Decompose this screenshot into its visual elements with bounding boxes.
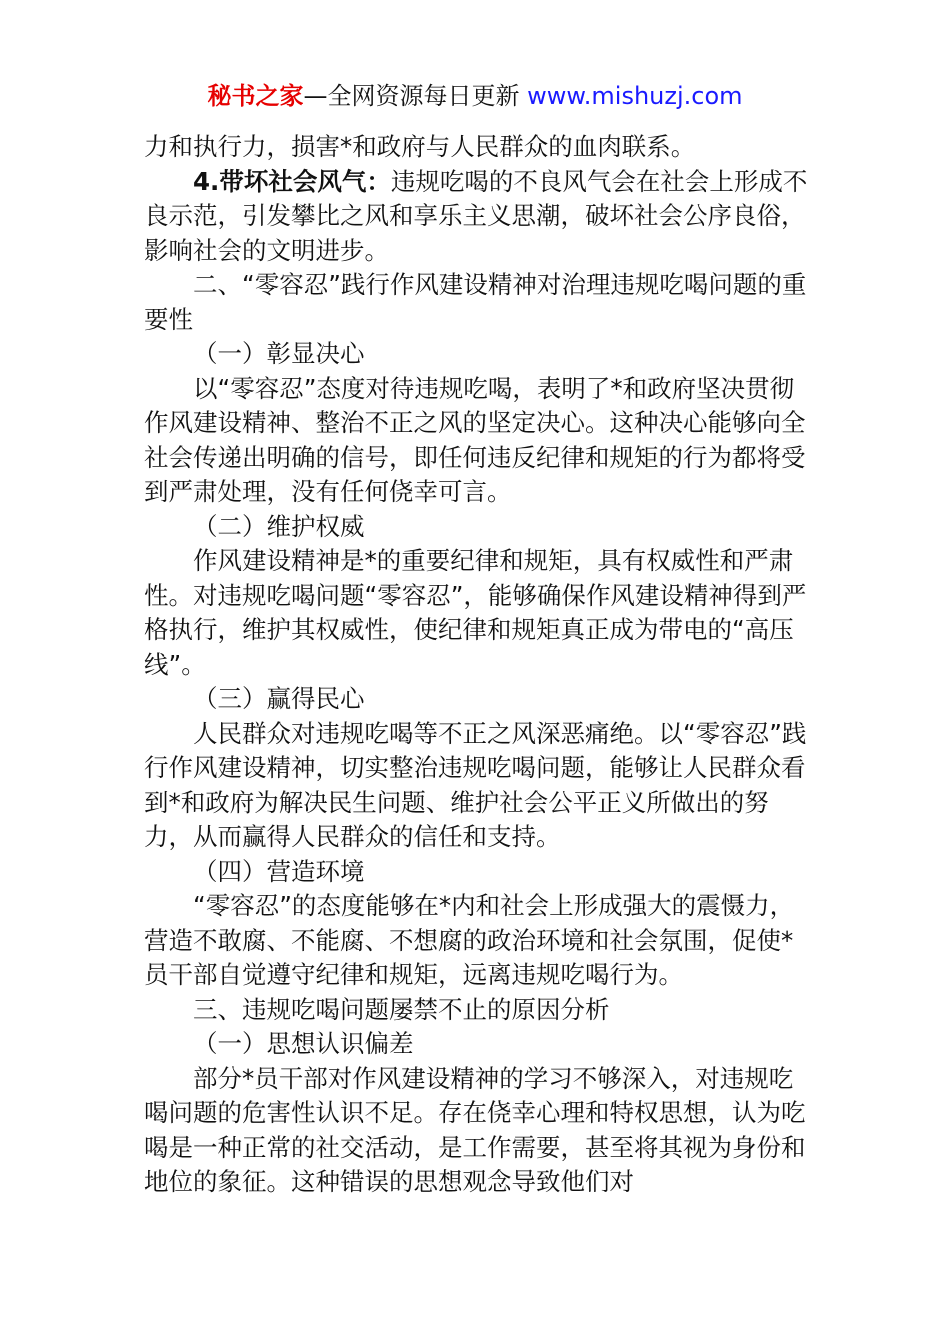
paragraph-public-support: 人民群众对违规吃喝等不正之风深恶痛绝。以“零容忍”践行作风建设精神，切实整治违规吃喝问题，能够让人民群众看到*和政府为解决民生问题、维护社会公平正义所做出的努力，从而赢得人民群众的信任和支持。 [144,718,807,851]
paragraph-ideology: 部分*员干部对作风建设精神的学习不够深入，对违规吃喝问题的危害性认识不足。存在侥幸心理和特权思想，认为吃喝是一种正常的社交活动，是工作需要，甚至将其视为身份和地位的象征。这种错误的思想观念导致他们对 [144,1063,806,1196]
document-body [144,130,814,1200]
paragraph-authority: 作风建设精神是*的重要纪律和规矩，具有权威性和严肃性。对违规吃喝问题“零容忍”，能够确保作风建设精神得到严格执行，维护其权威性，使纪律和规矩真正成为带电的“高压线”。 [144,546,807,679]
paragraph-environment: “零容忍”的态度能够在*内和社会上形成强大的震慑力，营造不敢腐、不能腐、不想腐的政治环境和社会氛围，促使*员干部自觉遵守纪律和规矩，远离违规吃喝行为。 [144,891,795,989]
subheading-authority: （二）维护权威 [193,511,365,541]
site-url[interactable]: www.mishuzj.com [527,82,743,110]
paragraph-social-impact [144,165,814,269]
paragraph-determination: 以“零容忍”态度对待违规吃喝，表明了*和政府坚决贯彻作风建设精神、整治不正之风的坚定决心。这种决心能够向全社会传递出明确的信号，即任何违反纪律和规矩的行为都将受到严肃处理，没有任何侥幸可言。 [144,373,806,506]
page-header [0,78,950,114]
subheading-public-support: （三）赢得民心 [193,684,365,713]
subheading-determination: （一）彰显决心 [193,339,365,368]
header-tagline: —全网资源每日更新 [303,82,520,110]
subheading-environment: （四）营造环境 [193,856,365,886]
brand-name: 秘书之家 [207,82,304,110]
paragraph-continuation: 力和执行力，损害*和政府与人民群众的血肉联系。 [144,132,696,161]
paragraph-lead: 4.带坏社会风气： [193,166,391,196]
paragraph-text: 违规吃喝的不良风气会在社会上形成不良示范，引发攀比之风和享乐主义思潮，破坏社会公序良俗，影响社会的文明进步。 [144,166,808,265]
section-heading-2: 二、“零容忍”践行作风建设精神对治理违规吃喝问题的重要性 [144,270,807,334]
section-heading-3: 三、违规吃喝问题屡禁不止的原因分析 [193,994,610,1024]
subheading-ideology: （一）思想认识偏差 [193,1029,414,1058]
